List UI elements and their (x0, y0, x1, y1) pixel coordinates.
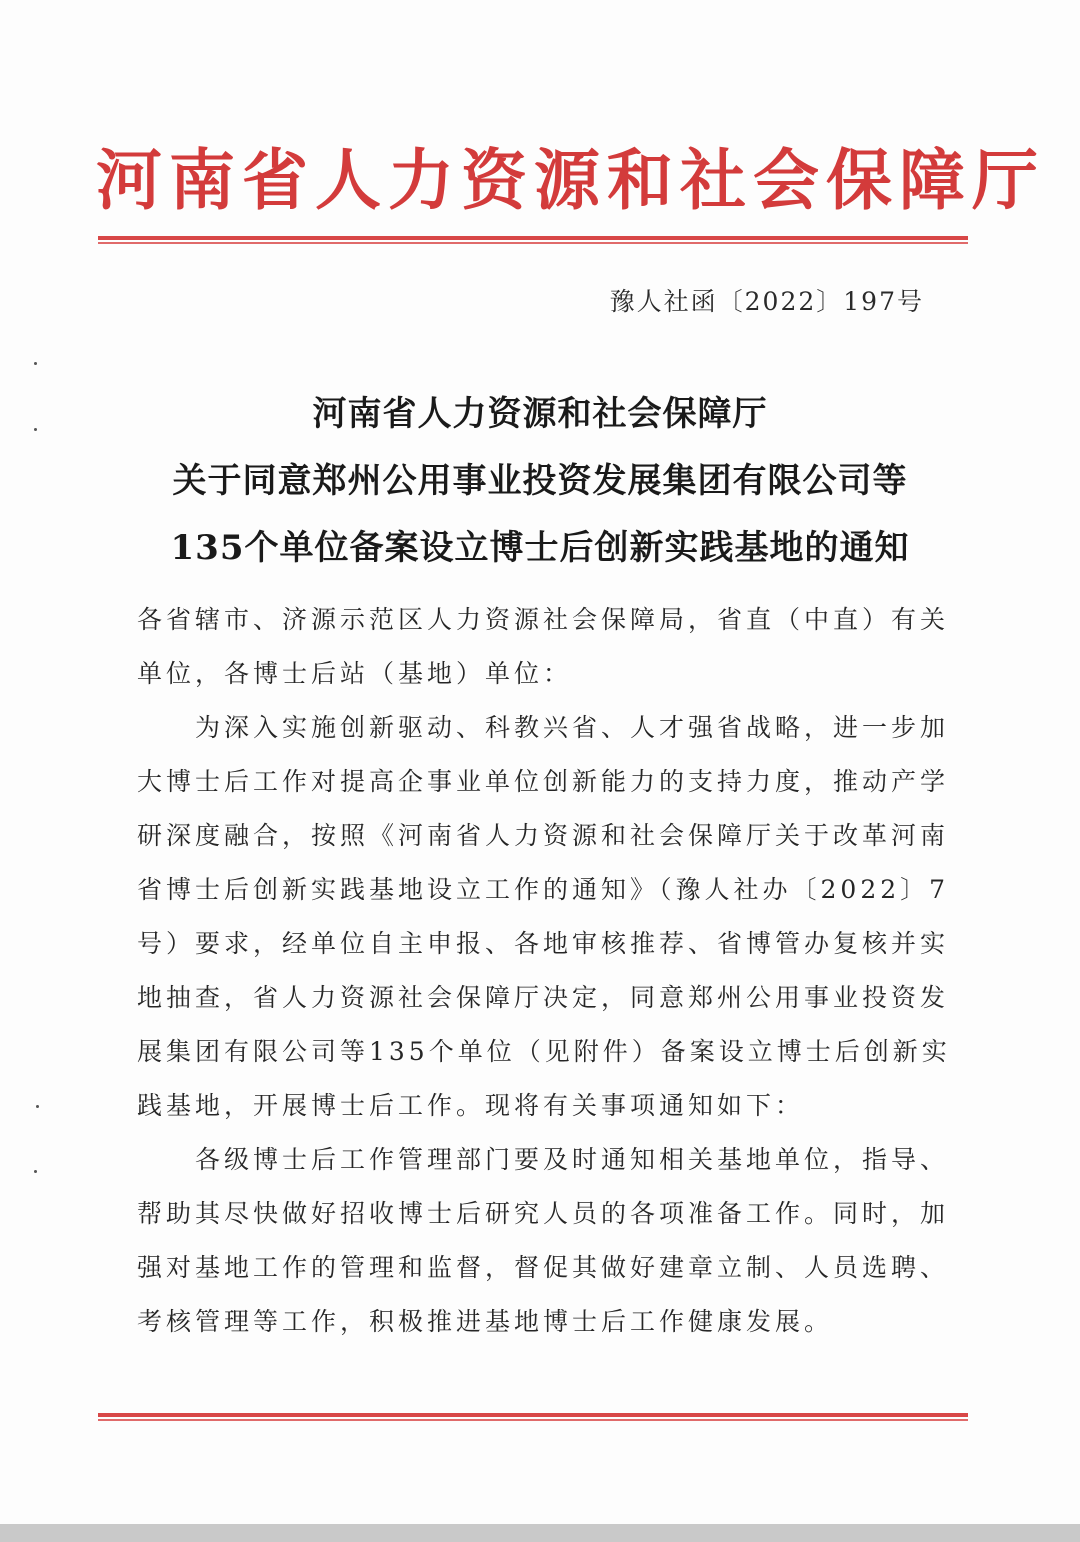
letterhead-title: 河南省人力资源和社会保障厅 (96, 141, 1045, 219)
letterhead-divider (98, 236, 968, 244)
body-line: 号）要求，经单位自主申报、各地审核推荐、省博管办复核并实 (137, 929, 950, 958)
body-line: 研深度融合，按照《河南省人力资源和社会保障厅关于改革河南 (137, 821, 950, 850)
body-line: 践基地，开展博士后工作。现将有关事项通知如下： (137, 1091, 805, 1120)
body-line: 单位，各博士后站（基地）单位： (137, 659, 573, 688)
scan-speck (34, 428, 37, 431)
document-number: 豫人社函〔2022〕197号 (609, 287, 924, 316)
body-line: 展集团有限公司等135个单位（见附件）备案设立博士后创新实 (137, 1037, 951, 1066)
scan-speck (34, 362, 37, 365)
divider-thin-line (98, 242, 968, 244)
body-line: 地抽查，省人力资源社会保障厅决定，同意郑州公用事业投资发 (137, 983, 950, 1012)
document-title-line-3: 135个单位备案设立博士后创新实践基地的通知 (170, 528, 910, 568)
body-line: 强对基地工作的管理和监督，督促其做好建章立制、人员选聘、 (137, 1253, 950, 1282)
body-line: 大博士后工作对提高企事业单位创新能力的支持力度，推动产学 (137, 767, 950, 796)
document-title-line-2: 关于同意郑州公用事业投资发展集团有限公司等 (172, 461, 908, 501)
body-line: 省博士后创新实践基地设立工作的通知》（豫人社办〔2022〕7 (137, 875, 950, 904)
scan-speck (34, 1170, 37, 1173)
scan-bottom-edge (0, 1524, 1080, 1542)
footer-divider (98, 1413, 968, 1421)
divider-thick-line (98, 236, 968, 240)
divider-thick-line (98, 1413, 968, 1417)
body-line: 考核管理等工作，积极推进基地博士后工作健康发展。 (137, 1307, 834, 1336)
divider-thin-line (98, 1419, 968, 1421)
document-title-line-1: 河南省人力资源和社会保障厅 (312, 394, 768, 434)
body-line: 各省辖市、济源示范区人力资源社会保障局，省直（中直）有关 (137, 605, 950, 634)
scan-speck (36, 1105, 39, 1108)
body-line: 各级博士后工作管理部门要及时通知相关基地单位，指导、 (137, 1145, 950, 1174)
body-line: 为深入实施创新驱动、科教兴省、人才强省战略，进一步加 (137, 713, 950, 742)
body-line: 帮助其尽快做好招收博士后研究人员的各项准备工作。同时，加 (137, 1199, 950, 1228)
